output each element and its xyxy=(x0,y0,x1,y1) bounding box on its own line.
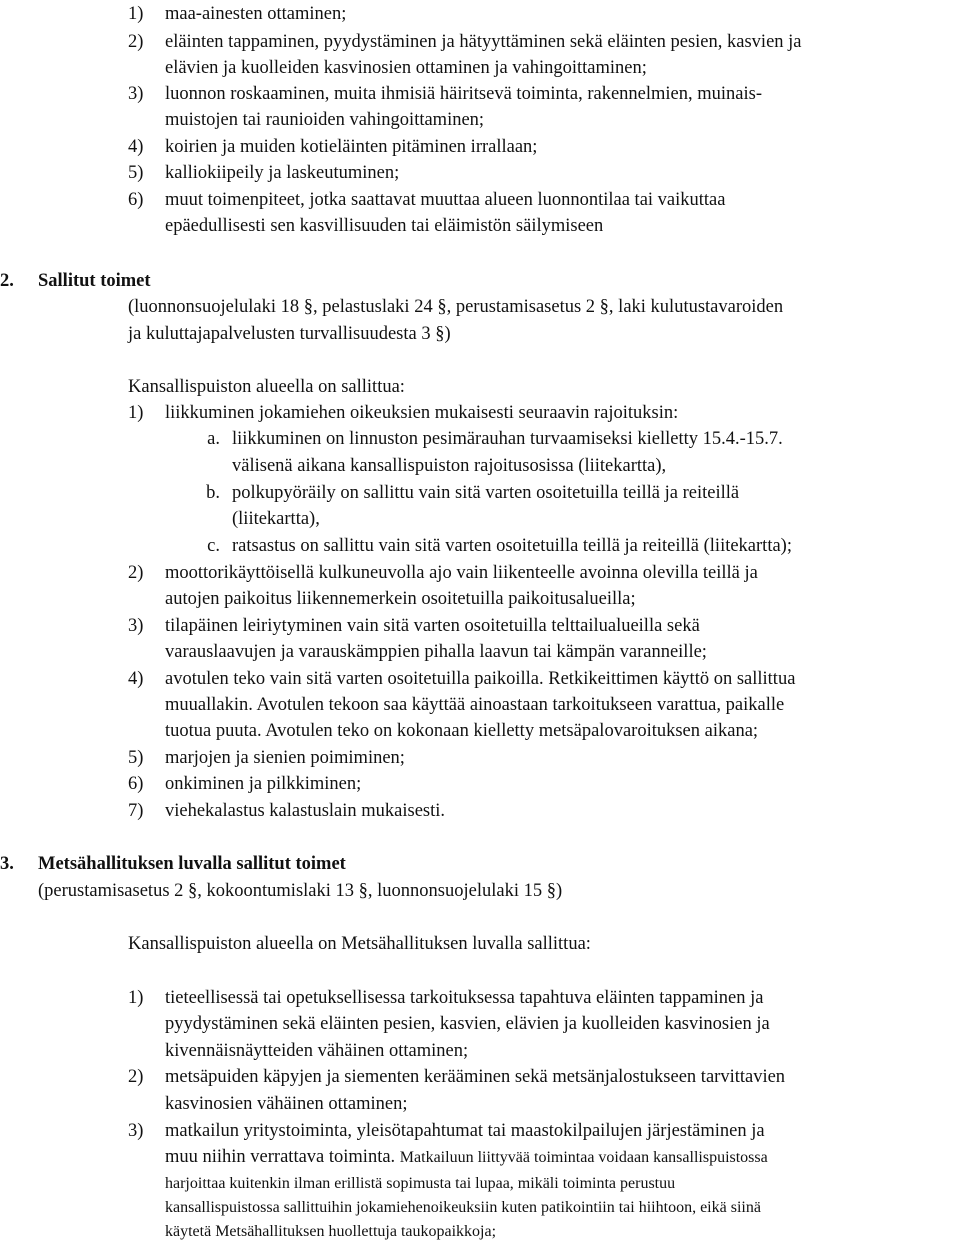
list-item-text: varauslaavujen ja varauskämppien pihalla laavun tai kämpän varanneille; xyxy=(165,642,707,662)
list-item-text: metsäpuiden käpyjen ja siementen kerääminen sekä metsänjalostukseen tarvittavien xyxy=(165,1067,786,1087)
list-item-line xyxy=(165,1144,768,1171)
list-item-text: avotulen teko vain sitä varten osoitetuilla paikoilla. Retkikeittimen käyttö on sallittua xyxy=(165,669,796,689)
list-item-text: matkailun yritystoiminta, yleisötapahtumat tai maastokilpailujen järjestäminen ja xyxy=(165,1121,765,1141)
section-intro: Kansallispuiston alueella on sallittua: xyxy=(128,377,405,397)
list-item-text: viehekalastus kalastuslain mukaisesti. xyxy=(165,801,446,821)
legal-reference: ja kuluttajapalvelusten turvallisuudesta 3 §) xyxy=(128,324,451,344)
list-number: 2) xyxy=(128,1067,144,1087)
list-item-text: onkiminen ja pilkkiminen; xyxy=(165,774,362,794)
list-number: 7) xyxy=(128,801,144,821)
sublist-text: (liitekartta), xyxy=(232,509,320,529)
list-number: 4) xyxy=(128,137,144,157)
list-number: 5) xyxy=(128,748,144,768)
list-number: 1) xyxy=(128,988,144,1008)
sublist-text: ratsastus on sallittu vain sitä varten osoitetuilla teillä ja reiteillä (liitekartta); xyxy=(232,536,792,556)
sublist-letter: a. xyxy=(207,429,220,449)
list-number: 4) xyxy=(128,669,144,689)
section-number: 3. xyxy=(0,854,14,874)
list-item-note: harjoittaa kuitenkin ilman erillistä sopimusta tai lupaa, mikäli toiminta perustuu xyxy=(165,1175,676,1192)
list-item-text: tieteellisessä tai opetuksellisessa tarkoituksessa tapahtuva eläinten tappaminen ja xyxy=(165,988,764,1008)
legal-reference: (luonnonsuojelulaki 18 §, pelastuslaki 24 §, perustamisasetus 2 §, laki kulutustavaroiden xyxy=(128,297,784,317)
list-item-text: moottorikäyttöisellä kulkuneuvolla ajo vain liikenteelle avoinna olevilla teillä ja xyxy=(165,563,758,583)
sublist-text: liikkuminen on linnuston pesimärauhan turvaamiseksi kielletty 15.4.-15.7. xyxy=(232,429,783,449)
list-item-text: muut toimenpiteet, jotka saattavat muuttaa alueen luonnontilaa tai vaikuttaa xyxy=(165,190,726,210)
sublist-letter: c. xyxy=(207,536,220,556)
sublist-text: välisenä aikana kansallispuiston rajoitusosissa (liitekartta), xyxy=(232,456,667,476)
list-number: 6) xyxy=(128,190,144,210)
section-number: 2. xyxy=(0,271,14,291)
list-item-text: tilapäinen leiriytyminen vain sitä varten osoitetuilla telttailualueilla sekä xyxy=(165,616,700,636)
list-number: 2) xyxy=(128,563,144,583)
list-item-text: elävien ja kuolleiden kasvinosien ottaminen ja vahingoittaminen; xyxy=(165,58,647,78)
list-item-text: eläinten tappaminen, pyydystäminen ja hätyyttäminen sekä eläinten pesien, kasvien ja xyxy=(165,32,802,52)
list-number: 3) xyxy=(128,84,144,104)
sublist-text: polkupyöräily on sallittu vain sitä varten osoitetuilla teillä ja reiteillä xyxy=(232,483,740,503)
list-item-text: kivennäisnäytteiden vähäinen ottaminen; xyxy=(165,1041,469,1061)
list-item-note: kansallispuistossa sallittuihin jokamiehenoikeuksiin kuten patikointiin tai hiihtoon, eikä siinä xyxy=(165,1199,761,1216)
list-item-note: Matkailuun liittyvää toimintaa voidaan kansallispuistossa xyxy=(399,1149,768,1166)
list-item-text: marjojen ja sienien poimiminen; xyxy=(165,748,405,768)
list-item-text: pyydystäminen sekä eläinten pesien, kasvien, elävien ja kuolleiden kasvinosien ja xyxy=(165,1014,770,1034)
legal-reference: (perustamisasetus 2 §, kokoontumislaki 13 §, luonnonsuojelulaki 15 §) xyxy=(38,881,563,901)
list-item-text: liikkuminen jokamiehen oikeuksien mukaisesti seuraavin rajoituksin: xyxy=(165,403,679,423)
list-item-text: koirien ja muiden kotieläinten pitäminen irrallaan; xyxy=(165,137,538,157)
list-item-text: tuotua puuta. Avotulen teko on kokonaan kielletty metsäpalovaroituksen aikana; xyxy=(165,721,759,741)
list-item-text: kalliokiipeily ja laskeutuminen; xyxy=(165,163,400,183)
list-item-text: epäedullisesti sen kasvillisuuden tai eläimistön säilymiseen xyxy=(165,216,604,236)
list-item-text: maa-ainesten ottaminen; xyxy=(165,4,347,24)
section-title: Sallitut toimet xyxy=(38,271,151,291)
list-number: 3) xyxy=(128,1121,144,1141)
section-title: Metsähallituksen luvalla sallitut toimet xyxy=(38,854,346,874)
list-item-text: muistojen tai raunioiden vahingoittaminen; xyxy=(165,110,485,130)
list-item-text: kasvinosien vähäinen ottaminen; xyxy=(165,1094,408,1114)
list-item-note: käytetä Metsähallituksen huollettuja taukopaikkoja; xyxy=(165,1223,497,1240)
list-number: 1) xyxy=(128,4,144,24)
list-item-text: muuallakin. Avotulen tekoon saa käyttää ainoastaan tarkoitukseen varattua, paikalle xyxy=(165,695,785,715)
list-number: 3) xyxy=(128,616,144,636)
list-number: 2) xyxy=(128,32,144,52)
list-item-text: autojen paikoitus liikennemerkein osoitetuilla paikoitusalueilla; xyxy=(165,589,636,609)
list-item-text: muu niihin verrattava toiminta. xyxy=(165,1147,396,1167)
section-intro: Kansallispuiston alueella on Metsähallituksen luvalla sallittua: xyxy=(128,934,591,954)
list-number: 5) xyxy=(128,163,144,183)
list-number: 1) xyxy=(128,403,144,423)
sublist-letter: b. xyxy=(206,483,220,503)
list-item-text: luonnon roskaaminen, muita ihmisiä häiritsevä toiminta, rakennelmien, muinais- xyxy=(165,84,763,104)
list-number: 6) xyxy=(128,774,144,794)
